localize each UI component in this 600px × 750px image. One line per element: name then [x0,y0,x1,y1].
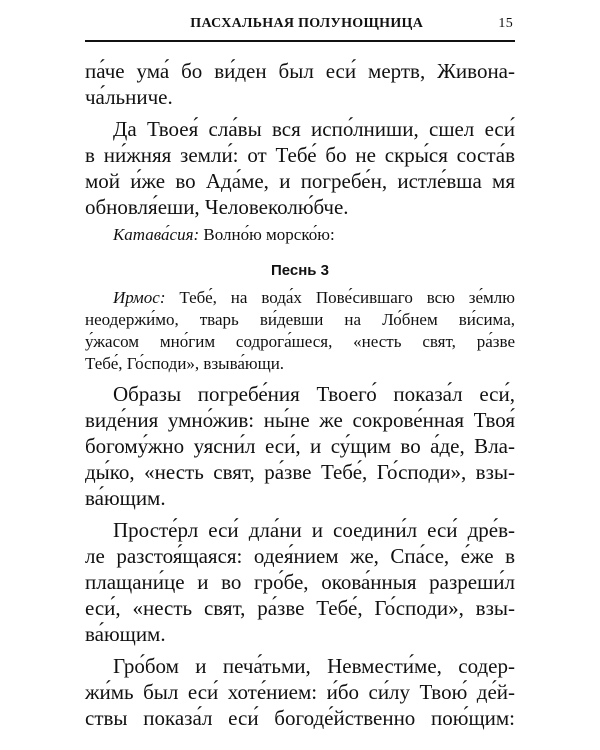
irmos-line: Тебе́, Го́споди», взыва́ющи. [85,354,285,373]
text-line: ча́льниче. [85,85,173,109]
text-line: ле разстоя́щаяся: одея́нием же, Спа́се, е́же в [85,544,515,568]
text-line: жи́мь был еси́ хоте́нием: и́бо си́лу Твою́ де́й- [85,680,515,704]
text-line: ды́ко, «несть свят, ра́зве Тебе́, Го́споди», взы- [85,460,515,484]
text-line: ва́ющим. [85,486,166,510]
text-line: Да Твоея́ сла́вы вся испо́лниши, сшел еси́ [113,117,515,141]
irmos-label: Ирмос: [113,288,166,307]
paragraph [85,116,515,220]
page-number: 15 [498,16,513,31]
irmos [85,287,515,375]
text-line: в ни́жняя земли́: от Тебе́ бо не скры́ся соста́в [85,143,515,167]
irmos-line [85,287,515,309]
troparion [85,653,515,731]
text-line: мой и́же во Ада́ме, и погребе́н, истле́вша мя [85,169,515,193]
text-line: ва́ющим. [85,622,166,646]
text-line: Образы погребе́ния Твоего́ показа́л еси́, [113,382,515,406]
irmos-line: у́жасом мно́гим содрога́шеся, «несть свят, ра́зве [85,332,515,351]
text-line: виде́ния умно́жив: ны́не же сокрове́нная Твоя́ [85,408,515,432]
irmos-text: Тебе́, на вода́х Пове́сившаго всю зе́млю [179,288,515,307]
text-line: еси́, «несть свят, ра́зве Тебе́, Го́споди», взы- [85,596,515,620]
troparion [85,517,515,647]
book-page [85,16,515,731]
katavasia-label: Катава́сия: [113,225,200,244]
header-title: ПАСХАЛЬНАЯ ПОЛУНОЩНИЦА [190,16,424,31]
text-line: па́че ума́ бо ви́ден был еси́ мертв, Живона- [85,59,515,83]
running-header [85,16,515,42]
troparion [85,381,515,511]
text-line: богому́жно уясни́л еси́, и су́щим во а́де, Вла- [85,434,515,458]
paragraph-continuation [85,58,515,110]
text-line: обновля́еши, Человеколю́бче. [85,195,349,219]
text-line: плащани́це и во гро́бе, окова́нныя разреши́л [85,570,515,594]
main-text [85,58,515,731]
katavasia-text: Волно́ю морско́ю: [203,225,335,244]
irmos-line: неодержи́мо, тварь ви́девши на Ло́бнем ви́сима, [85,310,515,329]
katavasia-line [85,224,515,246]
song-title: Песнь 3 [270,262,330,279]
text-line: Просте́рл еси́ дла́ни и соедини́л еси́ дре́в- [113,518,515,542]
text-line: ствы показа́л еси́ богоде́йственно пою́щим: [85,706,515,730]
text-line: Гро́бом и печа́тьми, Невмести́ме, содер- [113,654,515,678]
